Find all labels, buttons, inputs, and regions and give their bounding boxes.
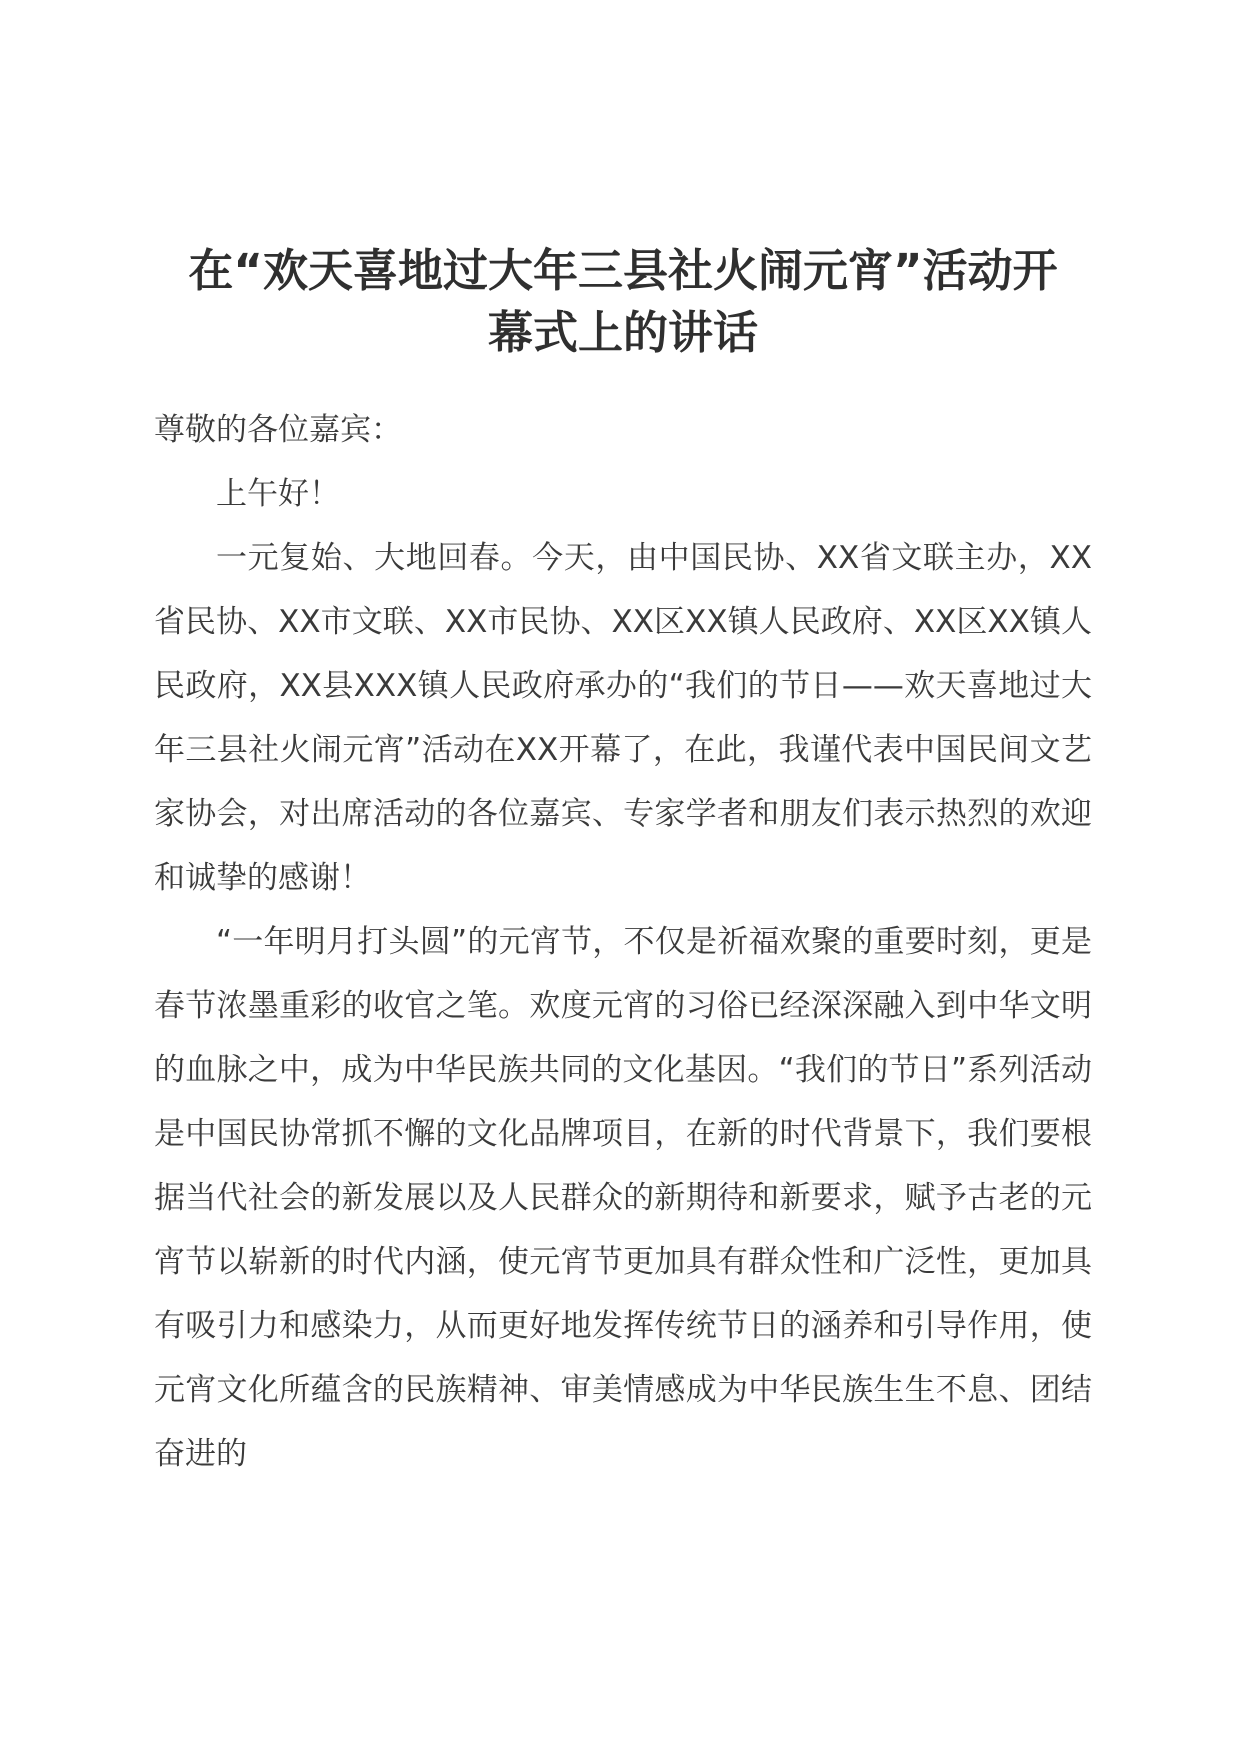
title-line-2: 幕式上的讲话 — [487, 306, 758, 359]
document-body — [154, 398, 1092, 1486]
greeting-paragraph: 上午好！ — [216, 476, 340, 512]
salutation: 尊敬的各位嘉宾： — [154, 412, 402, 448]
title-line-1: 在“欢天喜地过大年三县社火闹元宵”活动开 — [188, 244, 1058, 297]
lantern-festival-paragraph: “一年明月打头圆”的元宵节，不仅是祈福欢聚的重要时刻，更是春节浓墨重彩的收官之笔。欢度元宵的习俗已经深深融入到中华文明的血脉之中，成为中华民族共同的文化基因。“我们的节日”系列活动是中国民协常抓不懈的文化品牌项目，在新的时代背景下，我们要根据当代社会的新发展以及人民群众的新期待和新要求，赋予古老的元宵节以崭新的时代内涵，使元宵节更加具有群众性和广泛性，更加具有吸引力和感染力，从而更好地发挥传统节日的涵养和引导作用，使元宵文化所蕴含的民族精神、审美情感成为中华民族生生不息、团结奋进的 — [154, 924, 1092, 1472]
opening-paragraph: 一元复始、大地回春。今天，由中国民协、XX省文联主办，XX省民协、XX市文联、XX市民协、XX区XX镇人民政府、XX区XX镇人民政府，XX县XXX镇人民政府承办的“我们的节日——欢天喜地过大年三县社火闹元宵”活动在XX开幕了，在此，我谨代表中国民间文艺家协会，对出席活动的各位嘉宾、专家学者和朋友们表示热烈的欢迎和诚挚的感谢！ — [154, 540, 1092, 896]
document-title — [154, 240, 1092, 364]
